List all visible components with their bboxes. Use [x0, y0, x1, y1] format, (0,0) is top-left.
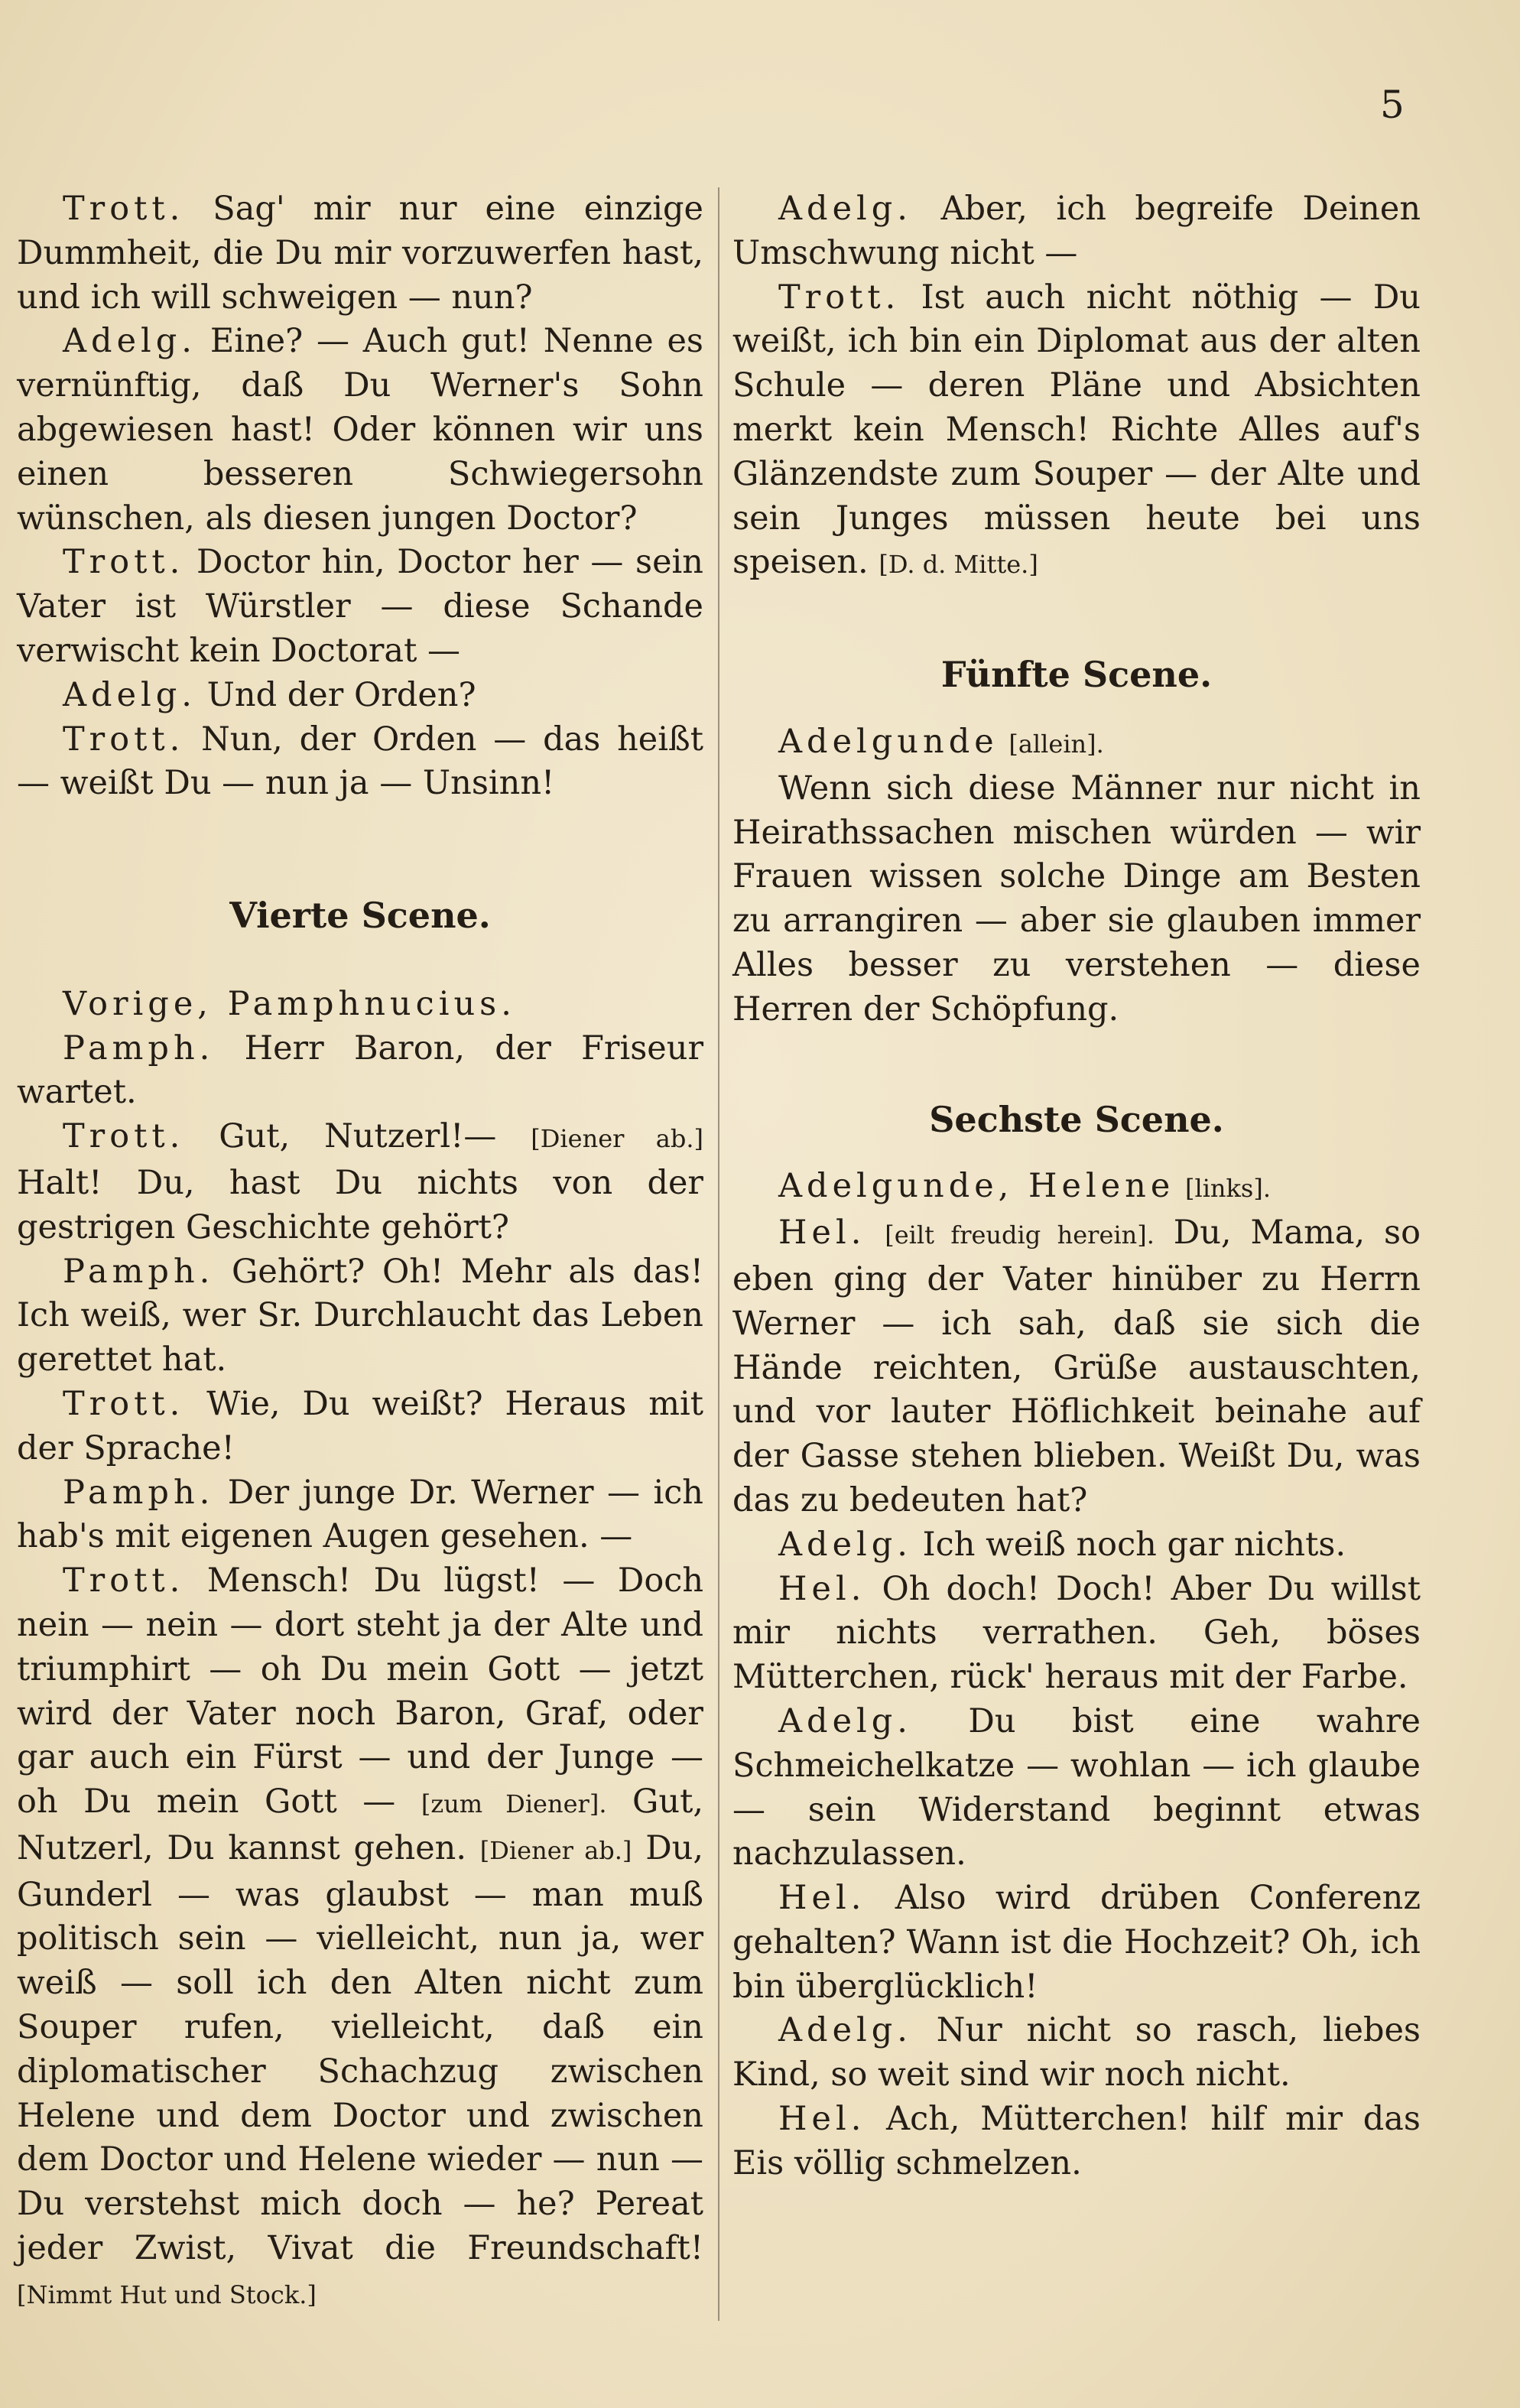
speaker-label: Trott. — [63, 1117, 185, 1156]
dialogue-paragraph — [17, 187, 703, 320]
dialogue-text: Sag' mir nur eine einzige Dummheit, die Du mir vorzuwerfen hast, und ich will schweigen — nun? — [17, 190, 703, 317]
dialogue-text: Also wird drüben Conferenz gehalten? Wann ist die Hochzeit? Oh, ich bin überglücklich! — [732, 1879, 1421, 2006]
dialogue-block-continuation — [732, 187, 1421, 276]
speaker-label: Hel. — [778, 1569, 866, 1608]
dialogue-text: Ach, Mütterchen! hilf mir das Eis völlig schmelzen. — [732, 2100, 1421, 2182]
dialogue-paragraph — [732, 187, 1421, 276]
left-column — [17, 187, 703, 2318]
speaker-label: Trott. — [63, 720, 185, 759]
dialogue-paragraph — [17, 1383, 703, 1471]
dialogue-paragraph — [17, 1027, 703, 1116]
stage-direction: [zum Diener]. — [421, 1789, 607, 1819]
dialogue-paragraph — [17, 718, 703, 807]
right-column — [732, 187, 1421, 2186]
dialogue-paragraph — [732, 1877, 1421, 2009]
speaker-label: Trott. — [63, 1561, 185, 1600]
dialogue-text: Ich weiß noch gar nichts. — [922, 1525, 1346, 1564]
dialogue-paragraph — [17, 1115, 703, 1249]
dialogue-text: Du bist eine wahre Schmeichelkatze — wohlan — ich glaube — sein Widerstand beginnt etwas nachzulassen. — [732, 1701, 1421, 1873]
stage-direction: [Diener ab.] — [479, 1835, 632, 1865]
dialogue-paragraph — [17, 674, 703, 718]
dialogue-text: Nur nicht so rasch, liebes Kind, so weit sind wir noch nicht. — [732, 2011, 1421, 2094]
speaker-label: Pamph. — [63, 1252, 215, 1291]
cast-list: Adelgunde, Helene — [778, 1167, 1175, 1206]
dialogue-text: Herr Baron, der Friseur wartet. — [17, 1029, 703, 1112]
column-divider — [718, 187, 719, 2321]
speaker-label: Adelg. — [778, 2011, 912, 2050]
speaker-label: Adelg. — [63, 322, 196, 361]
dialogue-text: Ist auch nicht nöthig — Du weißt, ich bin ein Diplomat aus der alten Schule — deren Pläne und Absichten merkt kein Mensch! Richte Alles auf's Glänzendste zum Souper — der Alte und sein Junges müssen heute bei uns speisen. — [732, 278, 1421, 582]
speaker-label: Trott. — [63, 1384, 185, 1423]
scene-cast — [732, 720, 1421, 767]
dialogue-text: Gehört? Oh! Mehr als das! Ich weiß, wer Sr. Durchlaucht das Leben gerettet hat. — [17, 1252, 703, 1379]
stage-direction: [links]. — [1184, 1174, 1271, 1204]
dialogue-text: Und der Orden? — [206, 675, 476, 714]
speaker-label: Adelg. — [778, 1701, 912, 1740]
dialogue-text: Halt! Du, hast Du nichts von der gestrigen Geschichte gehört? — [17, 1163, 703, 1246]
dialogue-paragraph — [732, 2098, 1421, 2186]
dialogue-text: Oh doch! Doch! Aber Du willst mir nichts verrathen. Geh, böses Mütterchen, rück' heraus mit der Farbe. — [732, 1569, 1421, 1697]
stage-direction: [allein]. — [1008, 729, 1104, 759]
dialogue-text: Wie, Du weißt? Heraus mit der Sprache! — [17, 1384, 704, 1467]
scene-title-fuenfte: Fünfte Scene. — [940, 654, 1213, 696]
page-number: 5 — [1380, 83, 1405, 127]
dialogue-text: Gut, Nutzerl!— — [219, 1117, 497, 1156]
speaker-label: Hel. — [778, 1879, 866, 1918]
dialogue-text: Du, Mama, so eben ging der Vater hinüber zu Herrn Werner — ich sah, daß sie sich die Hände reichten, Grüße austauschten, und vor lauter Höflichkeit beinahe auf der Gasse stehen blieben. Weißt Du, was das zu bedeuten hat? — [732, 1214, 1421, 1519]
cast-list: Vorige, Pamphnucius. — [63, 984, 516, 1023]
dialogue-text: Gut, Nutzerl, Du kannst gehen. — [17, 1782, 704, 1867]
dialogue-paragraph — [732, 276, 1421, 588]
dialogue-text: Nun, der Orden — das heißt — weißt Du — nun ja — Unsinn! — [17, 720, 704, 803]
speaker-label: Adelg. — [778, 190, 912, 228]
dialogue-block-pamph — [17, 1250, 703, 1560]
dialogue-paragraph — [732, 2009, 1421, 2098]
dialogue-paragraph — [732, 1211, 1421, 1523]
speaker-label: Hel. — [778, 1214, 866, 1253]
dialogue-paragraph — [732, 1568, 1421, 1700]
dialogue-paragraph — [732, 1700, 1421, 1877]
dialogue-text: Eine? — Auch gut! Nenne es vernünftig, daß Du Werner's Sohn abgewiesen hast! Oder können wir uns einen besseren Schwiegersohn wünschen, als diesen jungen Doctor? — [17, 322, 703, 538]
dialogue-paragraph — [17, 1471, 703, 1560]
speaker-label: Pamph. — [63, 1029, 215, 1068]
dialogue-paragraph — [17, 1559, 703, 2318]
dialogue-text: Doctor hin, Doctor her — sein Vater ist Würstler — diese Schande verwischt kein Doctorat — — [17, 543, 703, 670]
dialogue-block-sechste — [732, 1523, 1421, 2186]
speaker-label: Adelg. — [63, 675, 196, 714]
dialogue-text: Aber, ich begreife Deinen Umschwung nicht — — [732, 190, 1421, 272]
stage-direction: [Nimmt Hut und Stock.] — [17, 2280, 317, 2309]
speaker-label: Pamph. — [63, 1473, 215, 1512]
monologue-paragraph: Wenn sich diese Männer nur nicht in Heirathssachen mischen würden — wir Frauen wissen solche Dinge am Besten zu arrangiren — aber sie glauben immer Alles besser zu verstehen — diese Herren der Schöpfung. — [732, 769, 1421, 1029]
scene-cast — [732, 1165, 1421, 1211]
dialogue-paragraph — [732, 1523, 1421, 1568]
dialogue-paragraph — [17, 541, 703, 673]
dialogue-paragraph — [17, 1250, 703, 1383]
speaker-label: Trott. — [63, 543, 185, 582]
cast-list: Adelgunde — [778, 722, 999, 761]
dialogue-text: Du, Gunderl — was glaubst — man muß politisch sein — vielleicht, nun ja, wer weiß — soll ich den Alten nicht zum Souper rufen, vielleicht, daß ein diplomatischer Schachzug zwischen Helene und dem Doctor und zwischen dem Doctor und Helene wieder — nun — Du verstehst mich doch — he? Pereat jeder Zwist, Vivat die Freundschaft! — [17, 1828, 704, 2268]
stage-direction: [Diener ab.] — [531, 1124, 704, 1154]
dialogue-paragraph — [17, 320, 703, 541]
stage-direction: [eilt freudig herein]. — [885, 1220, 1155, 1250]
dialogue-text: Mensch! Du lügst! — Doch nein — nein — dort steht ja der Alte und triumphirt — oh Du mein Gott — jetzt wird der Vater noch Baron, Graf, oder gar auch ein Fürst — und der Junge — oh Du mein Gott — — [17, 1561, 704, 1821]
speaker-label: Trott. — [63, 190, 185, 228]
dialogue-block-opening — [17, 187, 703, 806]
scene-title-sechste: Sechste Scene. — [929, 1098, 1224, 1140]
dialogue-text: Der junge Dr. Werner — ich hab's mit eigenen Augen gesehen. — — [17, 1473, 703, 1556]
stage-direction: [D. d. Mitte.] — [879, 550, 1038, 580]
speaker-label: Adelg. — [778, 1525, 912, 1564]
scene-title-vierte: Vierte Scene. — [229, 895, 491, 937]
speaker-label: Hel. — [778, 2100, 866, 2139]
speaker-label: Trott. — [778, 278, 901, 317]
scene-cast — [17, 983, 703, 1027]
